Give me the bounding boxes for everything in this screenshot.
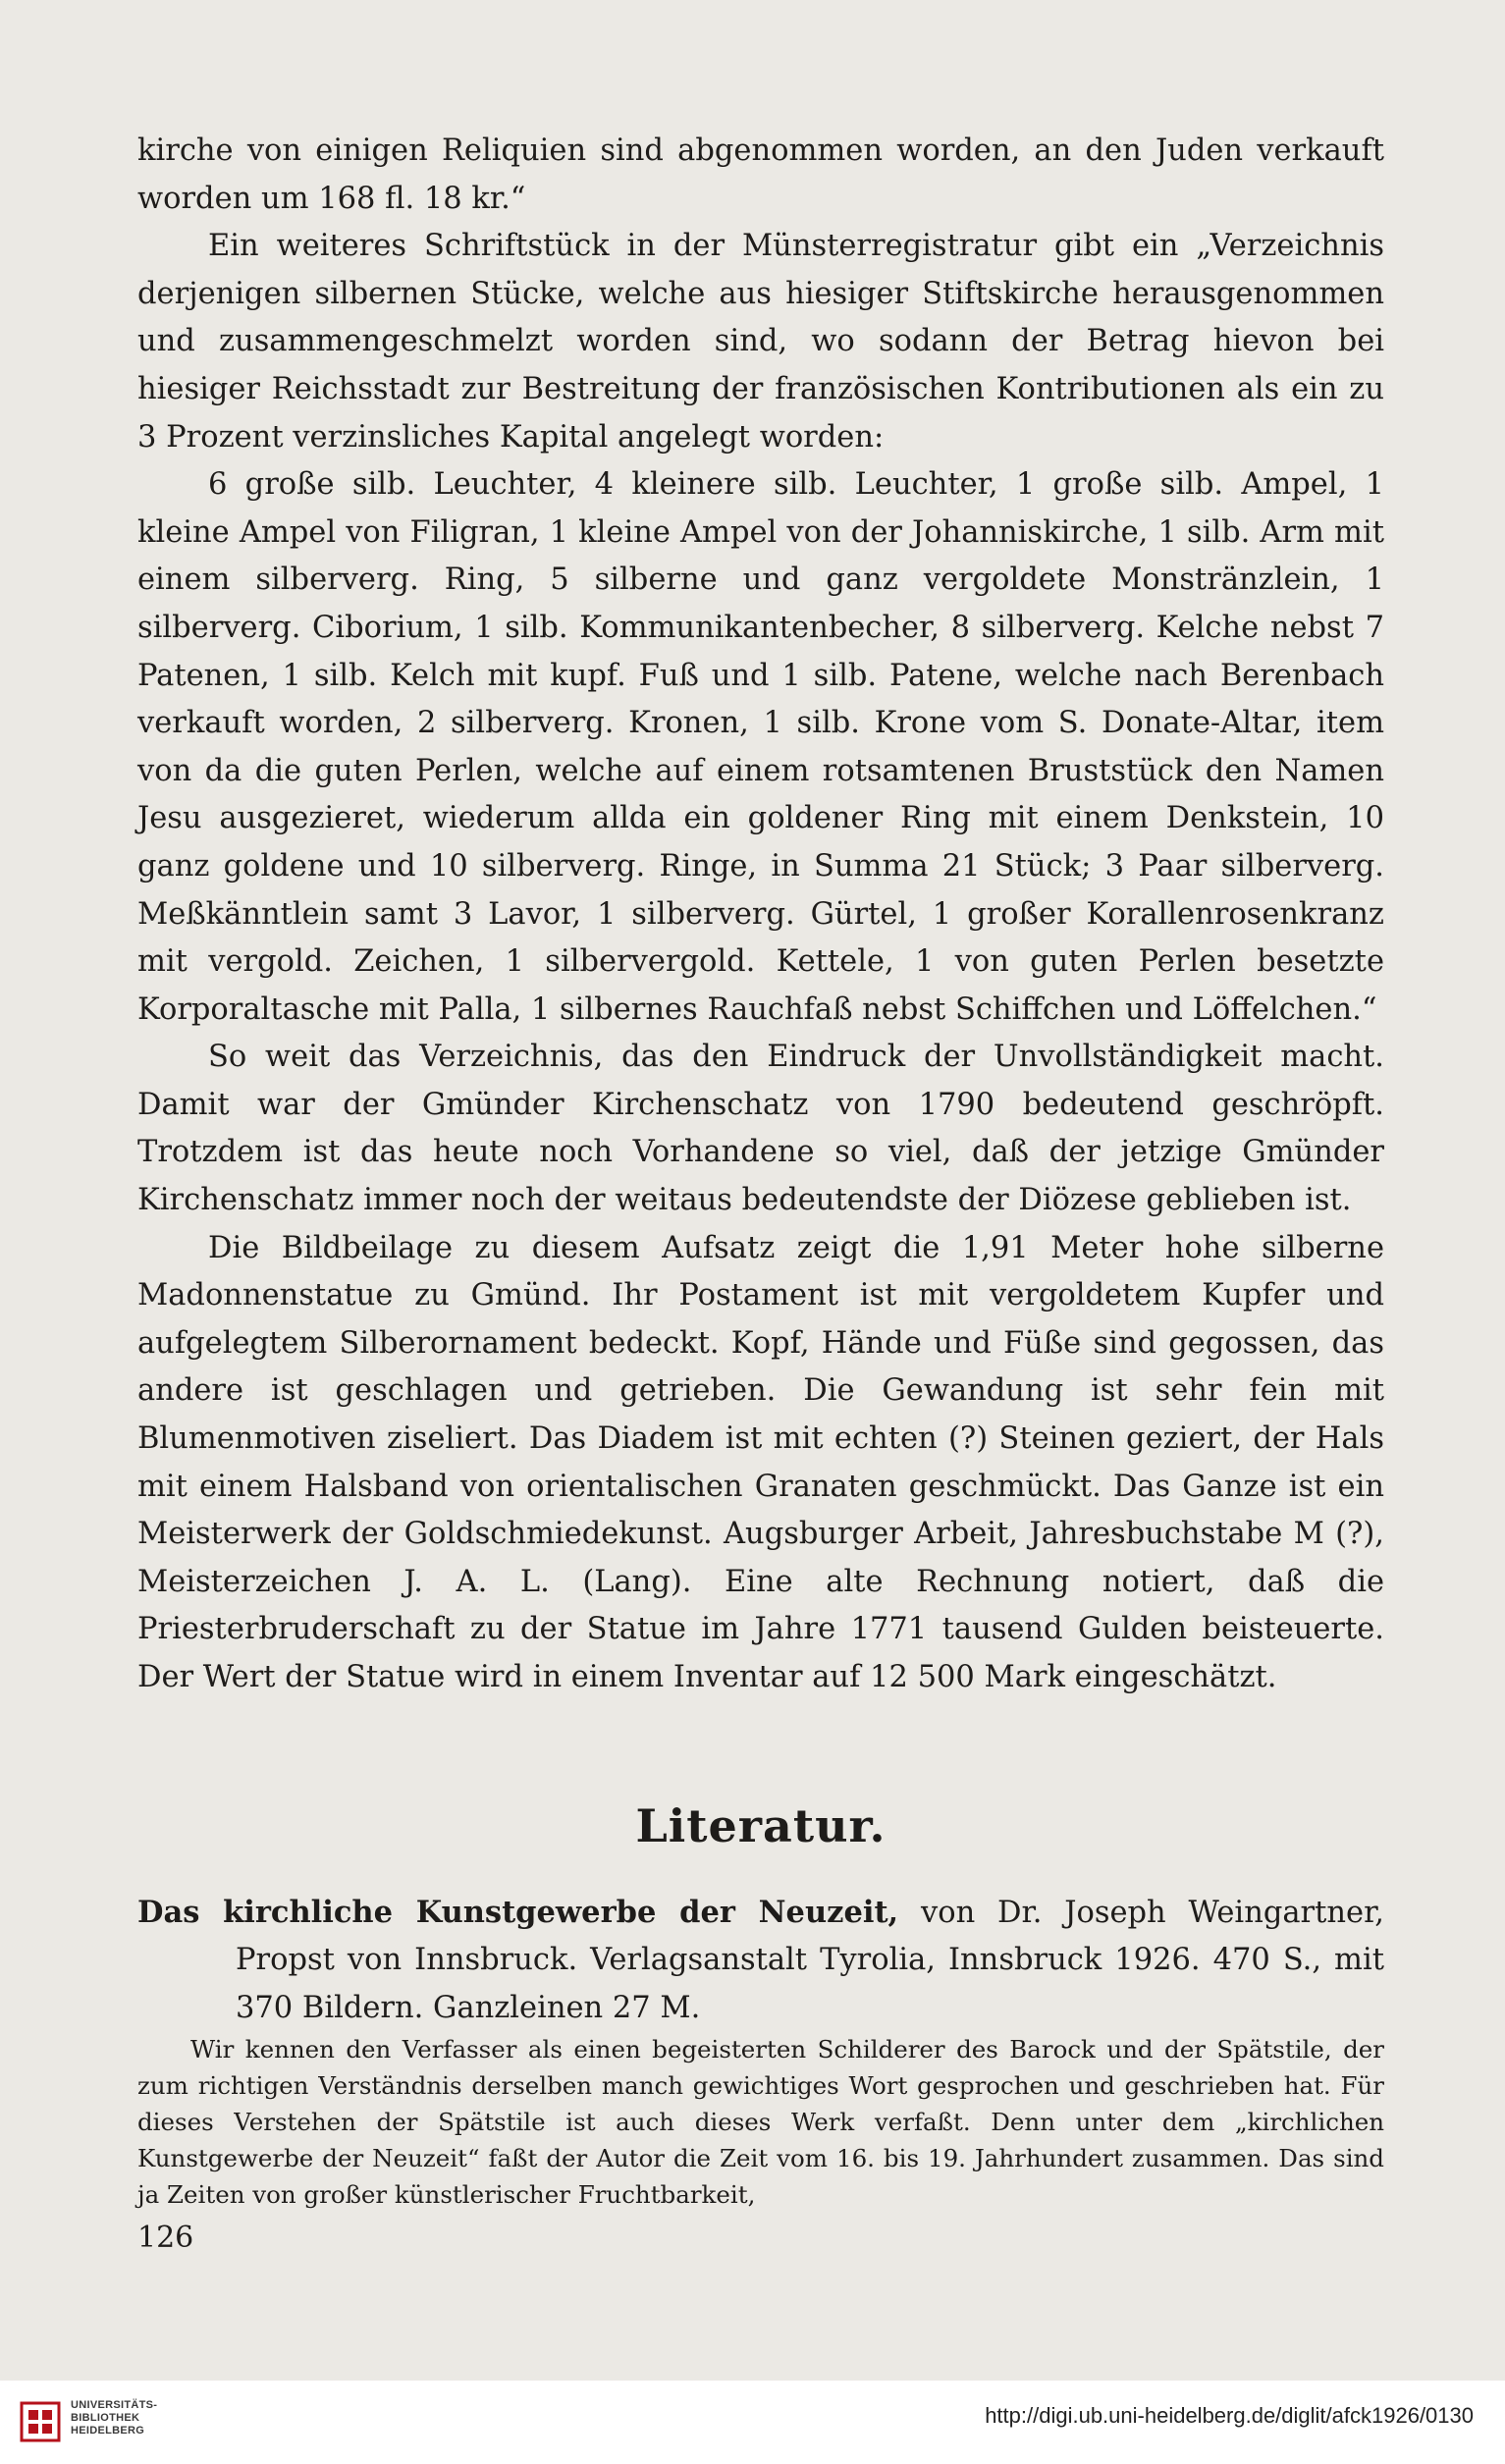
source-url-link[interactable]: http://digi.ub.uni-heidelberg.de/diglit/afck1926/0130 (985, 2403, 1474, 2428)
paragraph-madonna: Die Bildbeilage zu diesem Aufsatz zeigt die 1,91 Meter hohe silberne Madonnenstatue zu Gmünd. Ihr Postament ist mit vergoldetem Kupfer und aufgelegtem Silberornament bedeckt. Kopf, Hände und Füße sind gegossen, das andere ist geschlagen und getrieben. Die Gewandung ist sehr fein mit Blumenmotiven ziseliert. Das Diadem ist mit echten (?) Steinen geziert, der Hals mit einem Halsband von orientalischen Granaten geschmückt. Das Ganze ist ein Meisterwerk der Goldschmiedekunst. Augsburger Arbeit, Jahresbuchstabe M (?), Meisterzeichen J. A. L. (Lang). Eine alte Rechnung notiert, daß die Priesterbruderschaft zu der Statue im Jahre 1771 tausend Gulden beisteuerte. Der Wert der Statue wird in einem Inventar auf 12 500 Mark eingeschätzt. (137, 1230, 1384, 1694)
logo-line-3: HEIDELBERG (71, 2425, 145, 2437)
page-body (137, 128, 1384, 2213)
library-logo[interactable] (20, 2395, 216, 2444)
logo-line-1: UNIVERSITÄTS- (71, 2399, 158, 2411)
library-seal-icon (20, 2401, 61, 2442)
paragraph-continuation: kirche von einigen Reliquien sind abgenommen worden, an den Juden verkauft worden um 168 fl. 18 kr.“ (137, 134, 1384, 216)
library-name (71, 2399, 157, 2437)
logo-line-2: BIBLIOTHEK (71, 2412, 140, 2424)
book-entry (137, 1889, 1384, 2033)
page-number: 126 (137, 2221, 194, 2255)
paragraph-summary: So weit das Verzeichnis, das den Eindruck der Unvollständigkeit macht. Damit war der Gmünder Kirchenschatz von 1790 bedeutend geschröpft. Trotzdem ist das heute noch Vorhandene so viel, daß der jetzige Gmünder Kirchenschatz immer noch der weitaus bedeutendste der Diözese geblieben ist. (137, 1040, 1384, 1218)
section-heading-literature: Literatur. (635, 1798, 887, 1852)
paragraph-inventory-intro: Ein weiteres Schriftstück in der Münsterregistratur gibt ein „Verzeichnis derjenigen silbernen Stücke, welche aus hiesiger Stiftskirche herausgenommen und zusammengeschmelzt worden sind, wo sodann der Betrag hievon bei hiesiger Reichsstadt zur Bestreitung der französischen Kontributionen als ein zu 3 Prozent verzinsliches Kapital angelegt worden: (137, 229, 1384, 455)
paragraph-inventory-list: 6 große silb. Leuchter, 4 kleinere silb. Leuchter, 1 große silb. Ampel, 1 kleine Ampel von Filigran, 1 kleine Ampel von der Johanniskirche, 1 silb. Arm mit einem silberverg. Ring, 5 silberne und ganz vergoldete Monstränzlein, 1 silberverg. Ciborium, 1 silb. Kommunikantenbecher, 8 silberverg. Kelche nebst 7 Patenen, 1 silb. Kelch mit kupf. Fuß und 1 silb. Patene, welche nach Berenbach verkauft worden, 2 silberverg. Kronen, 1 silb. Krone vom S. Donate-Altar, item von da die guten Perlen, welche auf einem rotsamtenen Bruststück den Namen Jesu ausgezieret, wiederum allda ein goldener Ring mit einem Denkstein, 10 ganz goldene und 10 silberverg. Ringe, in Summa 21 Stück; 3 Paar silberverg. Meßkänntlein samt 3 Lavor, 1 silberverg. Gürtel, 1 großer Korallenrosenkranz mit vergold. Zeichen, 1 silbervergold. Kettele, 1 von guten Perlen besetzte Korporaltasche mit Palla, 1 silbernes Rauchfaß nebst Schiffchen und Löffelchen.“ (137, 467, 1384, 1027)
book-details: von Dr. Joseph Weingartner, Propst von Innsbruck. Verlagsanstalt Tyrolia, Innsbruck 1926. 470 S., mit 370 Bildern. Ganzleinen 27 M. (236, 1895, 1384, 2025)
book-review: Wir kennen den Verfasser als einen begeisterten Schilderer des Barock und der Spätstile, der zum richtigen Verständnis derselben manch gewichtiges Wort gesprochen und geschrieben hat. Für dieses Verstehen der Spätstile ist auch dieses Werk verfaßt. Denn unter dem „kirchlichen Kunstgewerbe der Neuzeit“ faßt der Autor die Zeit vom 16. bis 19. Jahrhundert zusammen. Das sind ja Zeiten von großer künstlerischer Fruchtbarkeit, (137, 2035, 1384, 2209)
book-title: Das kirchliche Kunstgewerbe der Neuzeit, (137, 1894, 899, 1930)
